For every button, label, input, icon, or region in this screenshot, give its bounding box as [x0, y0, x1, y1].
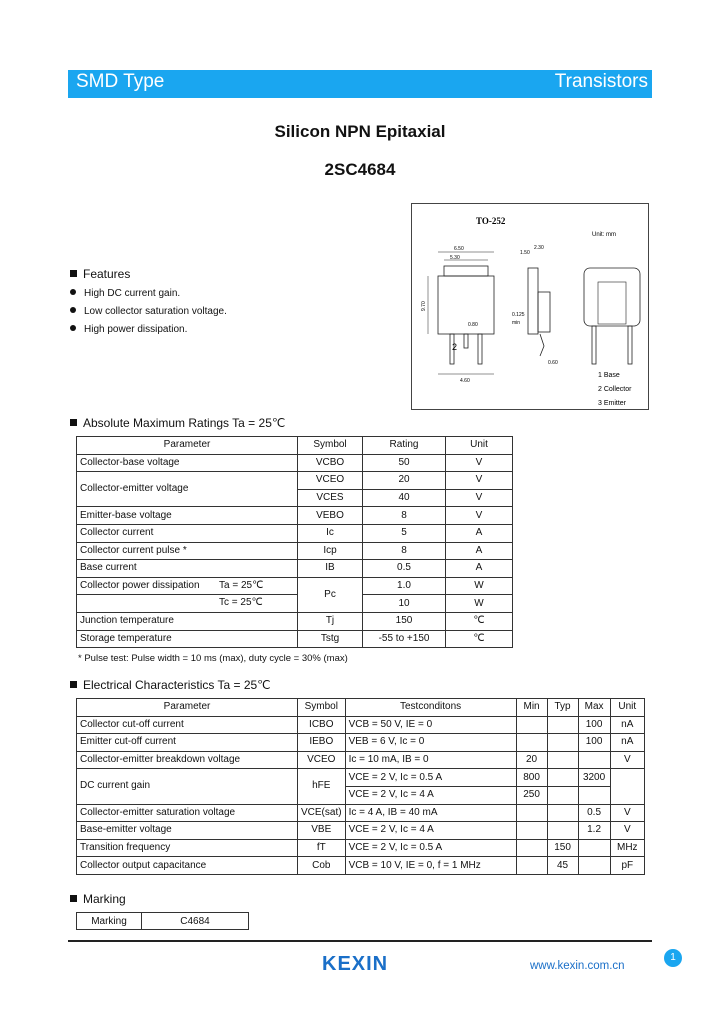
table-cell: VCE = 2 V, Ic = 4 A — [345, 786, 516, 804]
col-rating: Rating — [363, 437, 446, 455]
table-cell: Pc — [298, 577, 363, 612]
col-parameter: Parameter — [77, 437, 298, 455]
marking-heading: Marking — [70, 892, 126, 906]
table-cell: W — [446, 577, 513, 595]
table-cell — [547, 734, 578, 752]
condition-tc: Tc = 25℃ — [219, 597, 263, 609]
table-cell: 20 — [516, 751, 547, 769]
table-cell: VBE — [298, 822, 346, 840]
section-square-icon — [70, 270, 77, 277]
table-row — [77, 560, 513, 578]
table-row — [77, 804, 645, 822]
table-cell: MHz — [610, 839, 644, 857]
table-cell — [516, 822, 547, 840]
package-name: TO-252 — [476, 216, 506, 226]
table-cell: Typ — [547, 699, 578, 717]
bullet-icon — [70, 289, 76, 295]
features-heading: Features — [70, 267, 130, 281]
table-cell: 100 — [578, 734, 610, 752]
table-cell: A — [446, 524, 513, 542]
table-cell: 40 — [363, 489, 446, 507]
dim-a: 6.50 — [454, 246, 464, 252]
section-square-icon — [70, 419, 77, 426]
marking-value: C4684 — [142, 913, 249, 930]
table-cell: VCEO — [298, 472, 363, 490]
package-outline-svg — [412, 204, 648, 409]
table-cell: 8 — [363, 507, 446, 525]
header-banner — [68, 70, 652, 98]
table-cell: Icp — [298, 542, 363, 560]
table-cell — [547, 751, 578, 769]
table-cell: VCE = 2 V, Ic = 4 A — [345, 822, 516, 840]
part-number: 2SC4684 — [324, 160, 396, 179]
pin-num-2: 2 — [452, 342, 458, 352]
table-cell: V — [446, 472, 513, 490]
pulse-note: * Pulse test: Pulse width = 10 ms (max), duty cycle = 30% (max) — [78, 653, 348, 664]
table-cell: ℃ — [446, 630, 513, 648]
table-cell: DC current gain — [77, 769, 298, 804]
table-cell — [516, 716, 547, 734]
package-unit: Unit: mm — [592, 232, 616, 238]
table-row — [77, 822, 645, 840]
table-cell: VEBO — [298, 507, 363, 525]
table-cell: 10 — [363, 595, 446, 613]
table-cell: Unit — [610, 699, 644, 717]
feature-item: High power dissipation. — [70, 324, 187, 335]
table-cell: Parameter — [77, 699, 298, 717]
table-cell: -55 to +150 — [363, 630, 446, 648]
table-cell: 0.5 — [363, 560, 446, 578]
table-cell: Testconditons — [345, 699, 516, 717]
page-number: 1 — [664, 949, 682, 967]
table-cell: V — [446, 507, 513, 525]
table-cell — [578, 751, 610, 769]
marking-label: Marking — [77, 913, 142, 930]
table-cell: Base current — [77, 560, 298, 578]
table-cell: 0.5 — [578, 804, 610, 822]
page-title: Silicon NPN Epitaxial — [274, 122, 446, 141]
table-cell — [547, 769, 578, 787]
table-cell: 150 — [547, 839, 578, 857]
table-cell: 150 — [363, 612, 446, 630]
table-cell: Emitter cut-off current — [77, 734, 298, 752]
table-cell: Cob — [298, 857, 346, 875]
table-cell: VCB = 50 V, IE = 0 — [345, 716, 516, 734]
table-cell: Storage temperature — [77, 630, 298, 648]
table-cell: W — [446, 595, 513, 613]
table-row — [77, 630, 513, 648]
table-cell — [578, 857, 610, 875]
table-cell: 8 — [363, 542, 446, 560]
table-cell: Collector-emitter breakdown voltage — [77, 751, 298, 769]
col-unit: Unit — [446, 437, 513, 455]
table-cell: 1.0 — [363, 577, 446, 595]
table-cell — [516, 857, 547, 875]
table-cell: Emitter-base voltage — [77, 507, 298, 525]
table-cell — [578, 839, 610, 857]
table-cell: A — [446, 560, 513, 578]
dim-b: 5.30 — [450, 255, 460, 261]
table-cell: 100 — [578, 716, 610, 734]
table-cell: Ic = 4 A, IB = 40 mA — [345, 804, 516, 822]
table-cell: Collector current pulse * — [77, 542, 298, 560]
elec-heading: Electrical Characteristics Ta = 25℃ — [70, 678, 271, 692]
table-cell: Transition frequency — [77, 839, 298, 857]
bullet-icon — [70, 325, 76, 331]
table-cell: 3200 — [578, 769, 610, 787]
table-cell: nA — [610, 734, 644, 752]
table-cell — [547, 822, 578, 840]
table-header-row — [77, 699, 645, 717]
feature-item: Low collector saturation voltage. — [70, 306, 227, 317]
dim-g: 2.30 — [534, 245, 544, 251]
table-cell — [547, 786, 578, 804]
table-cell: Max — [578, 699, 610, 717]
table-cell: V — [610, 751, 644, 769]
table-cell: V — [610, 804, 644, 822]
table-cell: VCEO — [298, 751, 346, 769]
table-cell: Base-emitter voltage — [77, 822, 298, 840]
table-cell: ℃ — [446, 612, 513, 630]
table-cell: 1.2 — [578, 822, 610, 840]
table-row — [77, 839, 645, 857]
table-cell — [516, 839, 547, 857]
table-cell: Min — [516, 699, 547, 717]
table-cell: Collector output capacitance — [77, 857, 298, 875]
table-cell: VCE = 2 V, Ic = 0.5 A — [345, 769, 516, 787]
table-cell: Ic — [298, 524, 363, 542]
table-cell: 5 — [363, 524, 446, 542]
table-cell: VCBO — [298, 454, 363, 472]
table-row — [77, 524, 513, 542]
table-cell: Tstg — [298, 630, 363, 648]
table-cell: V — [610, 822, 644, 840]
table-cell: IEBO — [298, 734, 346, 752]
condition-ta: Ta = 25℃ — [219, 580, 264, 592]
table-cell: pF — [610, 857, 644, 875]
table-cell — [610, 769, 644, 804]
table-row — [77, 577, 513, 595]
table-row — [77, 612, 513, 630]
table-row — [77, 595, 513, 613]
table-cell: VEB = 6 V, Ic = 0 — [345, 734, 516, 752]
table-cell: Junction temperature — [77, 612, 298, 630]
table-cell: VCE = 2 V, Ic = 0.5 A — [345, 839, 516, 857]
table-cell: Collector power dissipation Ta = 25℃ — [77, 577, 298, 595]
dim-c: 9.70 — [421, 301, 427, 311]
company-logo: KEXIN — [322, 953, 389, 975]
marking-table — [76, 912, 249, 930]
pin-1: 1 Base — [598, 372, 620, 379]
table-row — [77, 751, 645, 769]
table-cell: fT — [298, 839, 346, 857]
section-square-icon — [70, 895, 77, 902]
package-drawing — [411, 203, 649, 410]
table-row — [77, 472, 513, 490]
footer-divider — [68, 940, 652, 942]
table-cell: hFE — [298, 769, 346, 804]
table-cell: 250 — [516, 786, 547, 804]
table-cell — [516, 804, 547, 822]
table-cell: Tj — [298, 612, 363, 630]
abs-max-table — [76, 436, 513, 648]
table-cell: 45 — [547, 857, 578, 875]
dim-j: 0.60 — [548, 360, 558, 366]
dim-e: 0.80 — [468, 322, 478, 328]
table-cell — [77, 595, 298, 613]
dim-i: min — [512, 320, 521, 326]
table-cell: 800 — [516, 769, 547, 787]
table-row — [77, 454, 513, 472]
table-cell — [547, 804, 578, 822]
table-row — [77, 734, 645, 752]
table-cell: 50 — [363, 454, 446, 472]
table-cell: Collector-emitter voltage — [77, 472, 298, 507]
table-cell: VCB = 10 V, IE = 0, f = 1 MHz — [345, 857, 516, 875]
dim-f: 1.50 — [520, 250, 530, 256]
doc-category: Transistors — [554, 71, 648, 92]
pin-3: 3 Emitter — [598, 400, 627, 407]
elec-table — [76, 698, 645, 875]
dim-h: 0.125 — [512, 312, 525, 318]
table-cell: VCES — [298, 489, 363, 507]
table-cell: nA — [610, 716, 644, 734]
table-cell: Collector-base voltage — [77, 454, 298, 472]
table-cell — [547, 716, 578, 734]
table-cell — [578, 786, 610, 804]
table-cell: Collector cut-off current — [77, 716, 298, 734]
table-cell: ICBO — [298, 716, 346, 734]
table-cell: V — [446, 454, 513, 472]
doc-type: SMD Type — [76, 71, 165, 92]
table-cell — [516, 734, 547, 752]
section-square-icon — [70, 681, 77, 688]
table-cell: Symbol — [298, 699, 346, 717]
dim-d: 4.60 — [460, 378, 470, 384]
col-symbol: Symbol — [298, 437, 363, 455]
table-row — [77, 507, 513, 525]
table-row — [77, 542, 513, 560]
table-cell: Collector current — [77, 524, 298, 542]
website-link[interactable]: www.kexin.com.cn — [530, 960, 625, 972]
abs-max-heading: Absolute Maximum Ratings Ta = 25℃ — [70, 416, 285, 430]
table-cell: IB — [298, 560, 363, 578]
feature-item: High DC current gain. — [70, 288, 180, 299]
table-header-row — [77, 437, 513, 455]
table-cell: 20 — [363, 472, 446, 490]
table-cell: Collector-emitter saturation voltage — [77, 804, 298, 822]
pin-2: 2 Collector — [598, 386, 632, 393]
table-row — [77, 769, 645, 787]
table-cell: V — [446, 489, 513, 507]
table-row — [77, 857, 645, 875]
bullet-icon — [70, 307, 76, 313]
table-cell: VCE(sat) — [298, 804, 346, 822]
table-cell: A — [446, 542, 513, 560]
table-row — [77, 716, 645, 734]
table-cell: Ic = 10 mA, IB = 0 — [345, 751, 516, 769]
